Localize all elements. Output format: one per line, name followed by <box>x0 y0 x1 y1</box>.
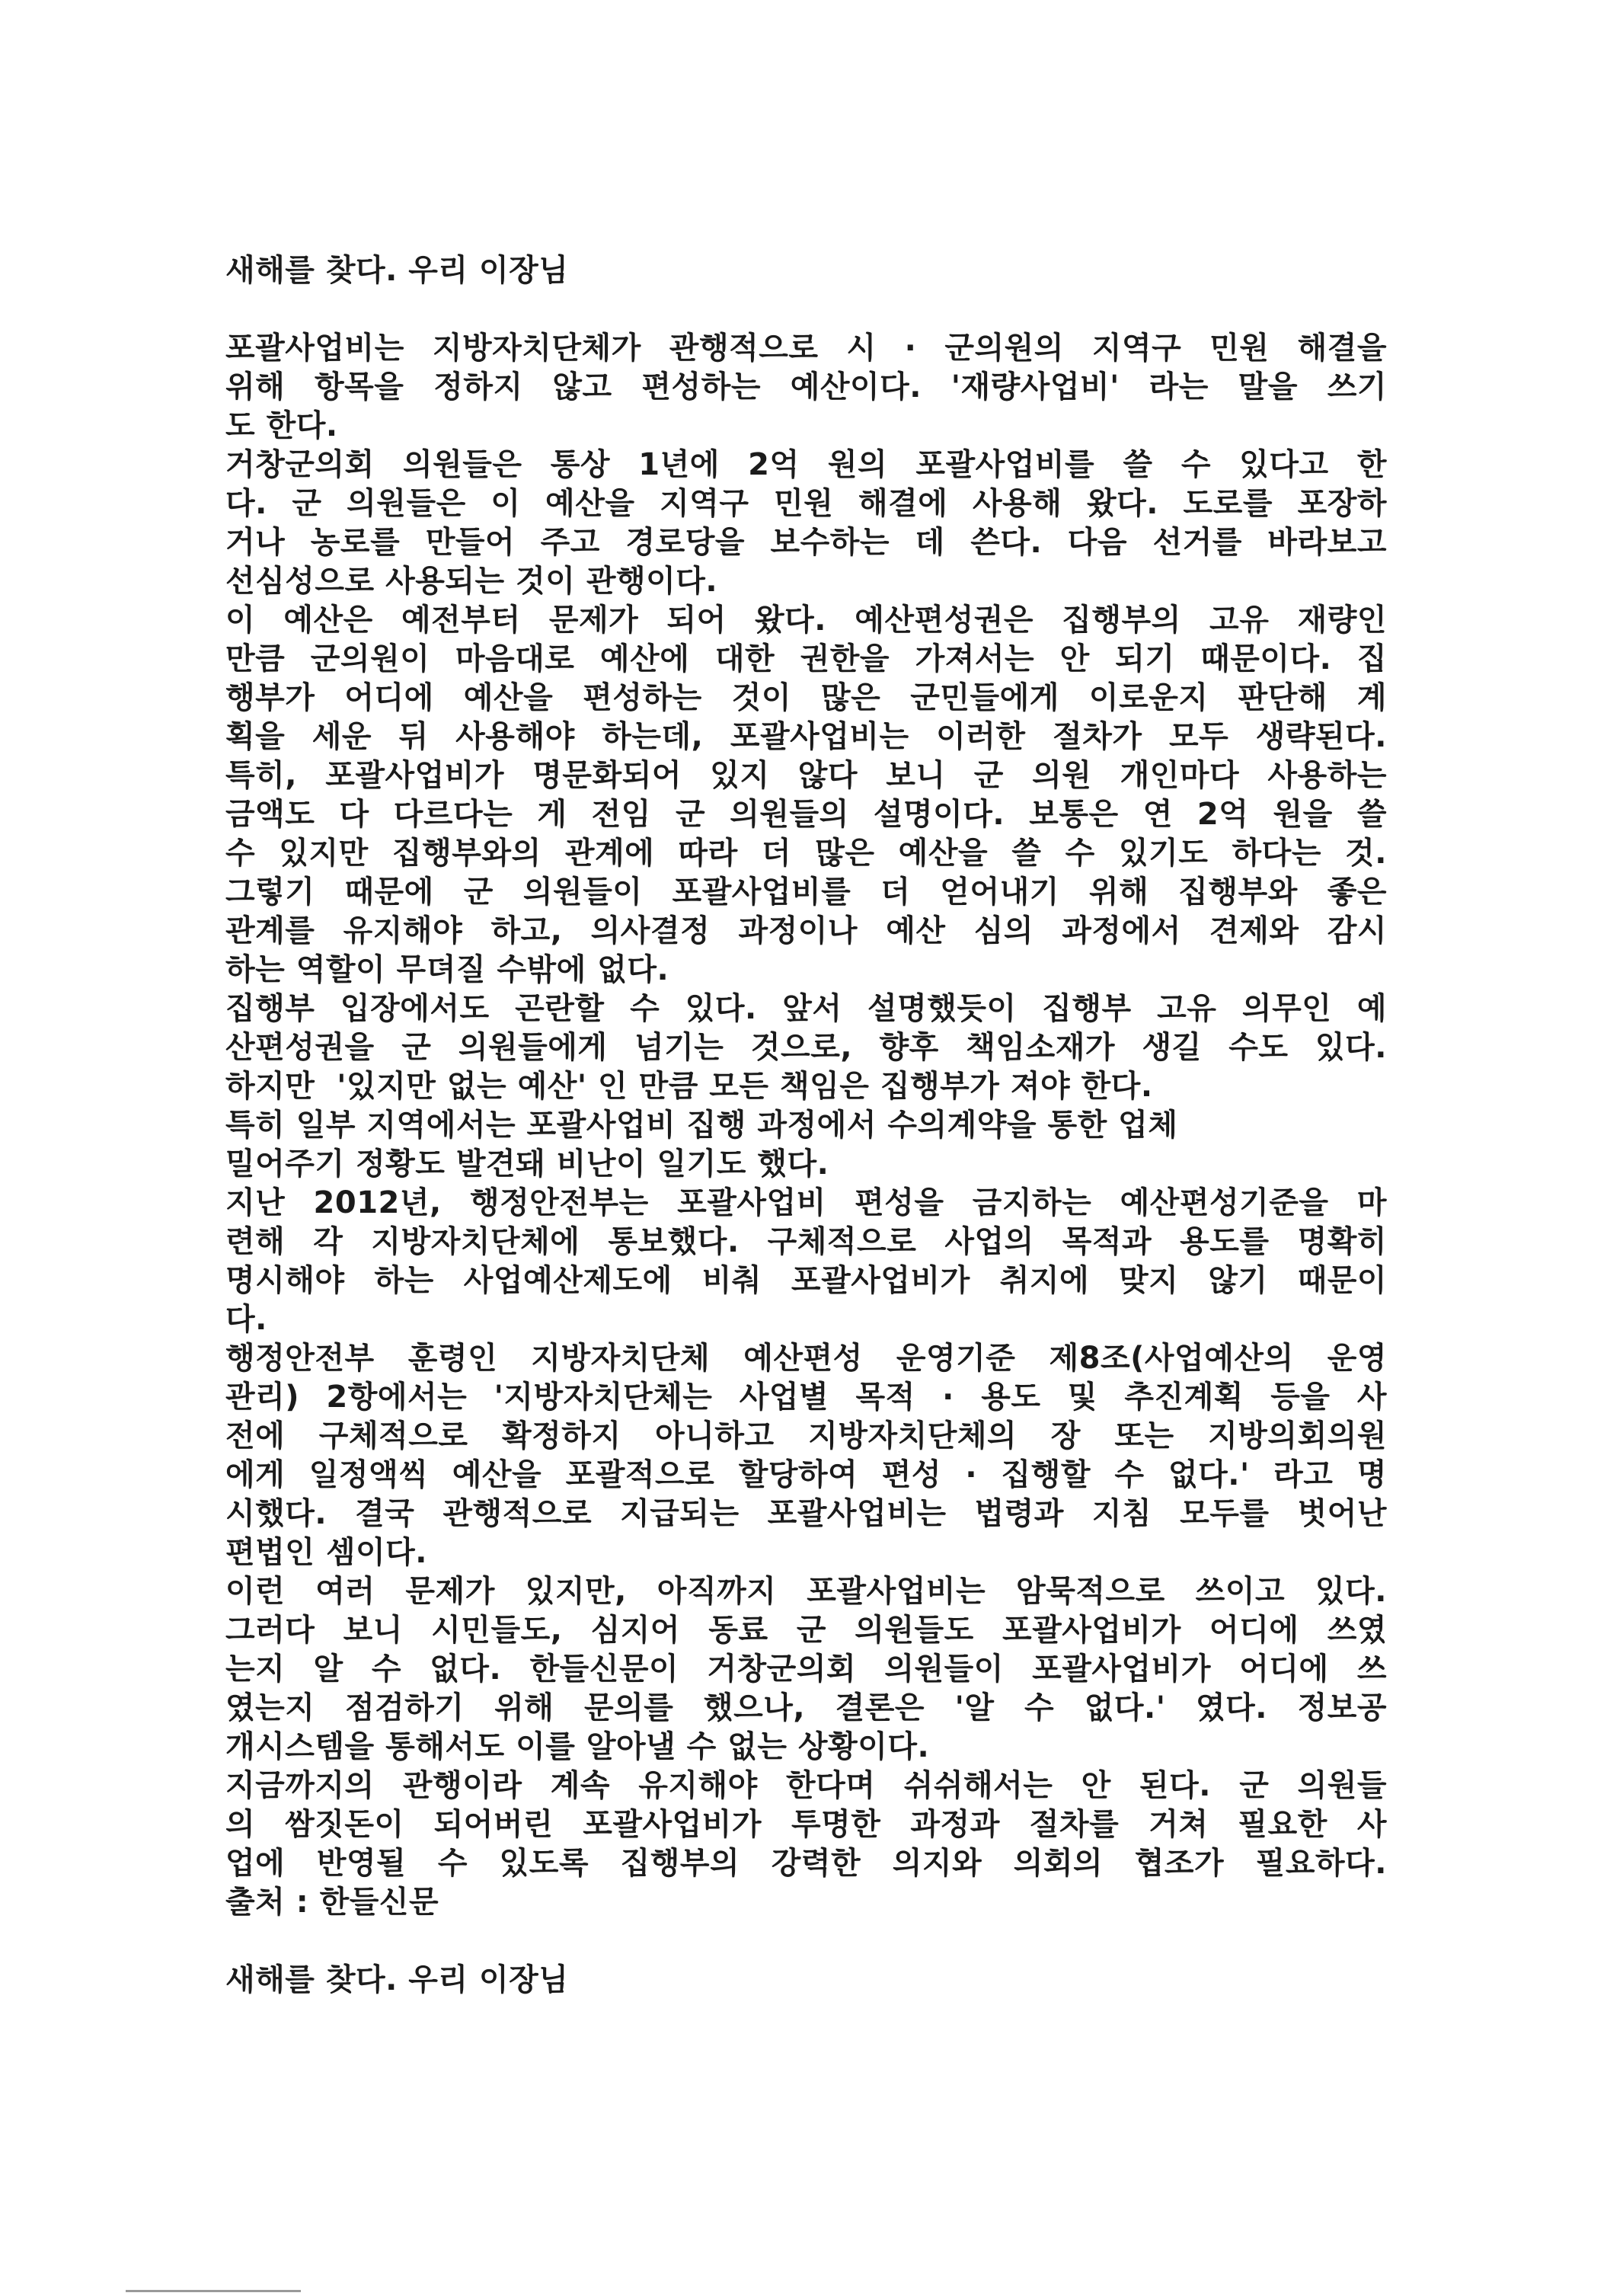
body-line: 그렇기 때문에 군 의원들이 포괄사업비를 더 얻어내기 위해 집행부와 좋은 <box>225 875 1387 910</box>
body-line: 산편성권을 군 의원들에게 넘기는 것으로, 향후 책임소재가 생길 수도 있다. <box>225 1030 1387 1065</box>
body-line: 특히 일부 지역에서는 포괄사업비 집행 과정에서 수의계약을 통한 업체 <box>225 1108 1178 1143</box>
scan-edge-mark <box>126 2290 301 2292</box>
body-line: 의 쌈짓돈이 되어버린 포괄사업비가 투명한 과정과 절차를 거쳐 필요한 사 <box>225 1807 1387 1842</box>
body-line: 수 있지만 집행부와의 관계에 따라 더 많은 예산을 쓸 수 있기도 하다는 것. <box>225 836 1387 871</box>
heading-bottom: 새해를 찾다. 우리 이장님 <box>225 1962 569 1997</box>
body-line: 거창군의회 의원들은 통상 1년에 2억 원의 포괄사업비를 쓸 수 있다고 한 <box>225 447 1387 482</box>
body-line: 관리) 2항에서는 '지방자치단체는 사업별 목적 · 용도 및 추진계획 등을 사 <box>225 1380 1387 1415</box>
source-credit: 출처 : 한들신문 <box>225 1885 439 1920</box>
heading-top: 새해를 찾다. 우리 이장님 <box>225 253 569 288</box>
body-line: 는지 알 수 없다. 한들신문이 거창군의회 의원들이 포괄사업비가 어디에 쓰 <box>225 1652 1387 1687</box>
body-line: 특히, 포괄사업비가 명문화되어 있지 않다 보니 군 의원 개인마다 사용하는 <box>225 758 1387 793</box>
body-line: 행부가 어디에 예산을 편성하는 것이 많은 군민들에게 이로운지 판단해 계 <box>225 680 1388 715</box>
body-line: 업에 반영될 수 있도록 집행부의 강력한 의지와 의회의 협조가 필요하다. <box>225 1846 1387 1881</box>
body-line: 도 한다. <box>225 408 338 443</box>
body-line: 금액도 다 다르다는 게 전임 군 의원들의 설명이다. 보통은 연 2억 원을 쓸 <box>225 797 1387 832</box>
body-line: 하지만 '있지만 없는 예산' 인 만큼 모든 책임은 집행부가 져야 한다. <box>225 1069 1153 1104</box>
body-line: 포괄사업비는 지방자치단체가 관행적으로 시 · 군의원의 지역구 민원 해결을 <box>225 331 1387 366</box>
body-line: 지난 2012년, 행정안전부는 포괄사업비 편성을 금지하는 예산편성기준을 마 <box>225 1185 1387 1220</box>
body-line: 개시스템을 통해서도 이를 알아낼 수 없는 상황이다. <box>225 1729 930 1764</box>
body-line: 편법인 셈이다. <box>225 1535 427 1570</box>
body-line: 위해 항목을 정하지 않고 편성하는 예산이다. '재량사업비' 라는 말을 쓰기 <box>225 369 1387 405</box>
blank-line <box>225 1922 1387 1961</box>
body-line: 다. 군 의원들은 이 예산을 지역구 민원 해결에 사용해 왔다. 도로를 포장하 <box>225 486 1387 521</box>
body-line: 그러다 보니 시민들도, 심지어 동료 군 의원들도 포괄사업비가 어디에 쓰였 <box>225 1613 1387 1648</box>
body-line: 이런 여러 문제가 있지만, 아직까지 포괄사업비는 암묵적으로 쓰이고 있다. <box>225 1574 1387 1609</box>
body-line: 행정안전부 훈령인 지방자치단체 예산편성 운영기준 제8조(사업예산의 운영 <box>225 1341 1387 1376</box>
body-line: 전에 구체적으로 확정하지 아니하고 지방자치단체의 장 또는 지방의회의원 <box>225 1418 1387 1453</box>
body-line: 만큼 군의원이 마음대로 예산에 대한 권한을 가져서는 안 되기 때문이다. 집 <box>225 641 1387 676</box>
blank-line <box>225 290 1387 329</box>
body-line: 시했다. 결국 관행적으로 지급되는 포괄사업비는 법령과 지침 모두를 벗어난 <box>225 1496 1387 1531</box>
document-body <box>225 251 1387 2000</box>
body-line: 관계를 유지해야 하고, 의사결정 과정이나 예산 심의 과정에서 견제와 감시 <box>225 913 1387 948</box>
body-line: 집행부 입장에서도 곤란할 수 있다. 앞서 설명했듯이 집행부 고유 의무인 예 <box>225 991 1387 1026</box>
body-line: 거나 농로를 만들어 주고 경로당을 보수하는 데 쓴다. 다음 선거를 바라보고 <box>225 525 1387 560</box>
body-line: 하는 역할이 무뎌질 수밖에 없다. <box>225 952 669 987</box>
body-line: 획을 세운 뒤 사용해야 하는데, 포괄사업비는 이러한 절차가 모두 생략된다. <box>225 719 1387 754</box>
body-line: 였는지 점검하기 위해 문의를 했으나, 결론은 '알 수 없다.' 였다. 정보공 <box>225 1690 1387 1725</box>
body-line: 지금까지의 관행이라 계속 유지해야 한다며 쉬쉬해서는 안 된다. 군 의원들 <box>225 1768 1387 1803</box>
body-line: 명시해야 하는 사업예산제도에 비춰 포괄사업비가 취지에 맞지 않기 때문이 <box>225 1263 1387 1298</box>
body-line: 이 예산은 예전부터 문제가 되어 왔다. 예산편성권은 집행부의 고유 재량인 <box>225 603 1387 638</box>
body-line: 선심성으로 사용되는 것이 관행이다. <box>225 564 718 599</box>
body-line: 련해 각 지방자치단체에 통보했다. 구체적으로 사업의 목적과 용도를 명확히 <box>225 1224 1387 1259</box>
body-line: 밀어주기 정황도 발견돼 비난이 일기도 했다. <box>225 1146 829 1182</box>
body-line: 에게 일정액씩 예산을 포괄적으로 할당하여 편성 · 집행할 수 없다.' 라고 명 <box>225 1457 1387 1492</box>
body-line: 다. <box>225 1302 267 1337</box>
